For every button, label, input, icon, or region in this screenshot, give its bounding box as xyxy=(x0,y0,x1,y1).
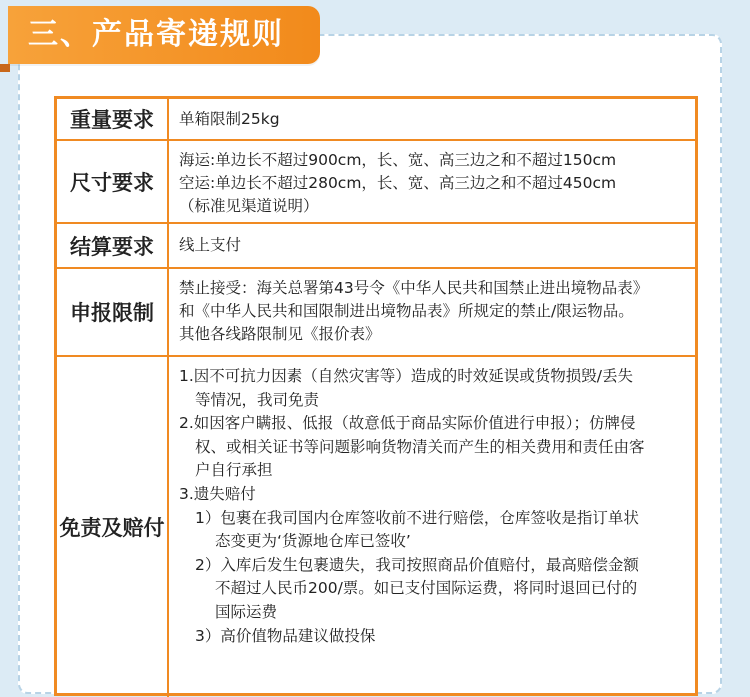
liability-line: 不超过人民币200/票。如已支付国际运费，将同时退回已付的 xyxy=(215,579,638,598)
size-line: 海运:单边长不超过900cm，长、宽、高三边之和不超过150cm xyxy=(179,151,617,169)
row-content-liability xyxy=(169,357,695,697)
row-label-size: 尺寸要求 xyxy=(57,141,169,222)
liability-line: 1.因不可抗力因素（自然灾害等）造成的时效延误或货物损毁/丢失 xyxy=(179,367,634,385)
liability-line: 2.如因客户瞒报、低报（故意低于商品实际价值进行申报）；仿牌侵 xyxy=(179,414,636,433)
row-content-settle xyxy=(169,224,695,267)
declare-line: 和《中华人民共和国限制进出境物品表》所规定的禁止/限运物品。 xyxy=(179,302,634,320)
section-header: 三、产品寄递规则 xyxy=(8,6,320,64)
row-content-weight xyxy=(169,99,695,139)
settle-line: 线上支付 xyxy=(179,236,242,254)
header-fold xyxy=(0,64,10,72)
size-line: （标准见渠道说明） xyxy=(179,197,319,215)
liability-line: 权、或相关证书等问题影响货物清关而产生的相关费用和责任由客 xyxy=(195,437,645,456)
declare-line: 禁止接受：海关总署第43号令《中华人民共和国禁止进出境物品表》 xyxy=(179,279,649,297)
liability-line: 3）高价值物品建议做投保 xyxy=(195,626,376,645)
rules-table xyxy=(54,96,698,696)
liability-line: 态变更为‘货源地仓库已签收’ xyxy=(215,532,411,551)
liability-line: 户自行承担 xyxy=(195,461,273,480)
row-label-declare: 申报限制 xyxy=(57,269,169,355)
row-label-settle: 结算要求 xyxy=(57,224,169,267)
row-settle xyxy=(57,224,695,269)
liability-line: 等情况，我司免责 xyxy=(195,390,320,409)
row-content-declare xyxy=(169,269,695,355)
declare-line: 其他各线路限制见《报价表》 xyxy=(179,325,381,343)
row-weight xyxy=(57,99,695,141)
row-size xyxy=(57,141,695,224)
size-line: 空运:单边长不超过280cm，长、宽、高三边之和不超过450cm xyxy=(179,174,617,192)
row-label-liability: 免责及赔付 xyxy=(57,357,169,697)
row-declare xyxy=(57,269,695,357)
liability-line: 3.遗失赔付 xyxy=(179,484,256,503)
row-label-weight: 重量要求 xyxy=(57,99,169,139)
weight-line: 单箱限制25kg xyxy=(179,109,280,128)
row-liability xyxy=(57,357,695,697)
liability-line: 2）入库后发生包裹遗失，我司按照商品价值赔付，最高赔偿金额 xyxy=(195,555,639,574)
liability-line: 国际运费 xyxy=(215,602,278,621)
row-content-size xyxy=(169,141,695,222)
liability-line: 1）包裹在我司国内仓库签收前不进行赔偿，仓库签收是指订单状 xyxy=(195,508,639,527)
